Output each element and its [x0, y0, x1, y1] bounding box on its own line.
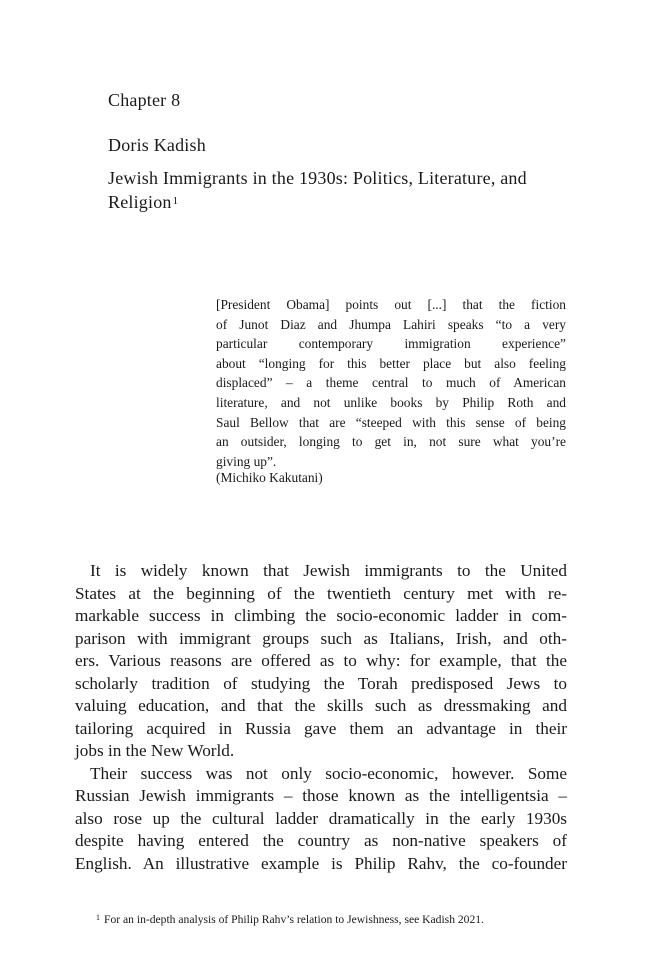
body-line: Russian Jewish immigrants – those known as the intelligentsia –	[75, 786, 567, 805]
epigraph-line: of Junot Diaz and Jhumpa Lahiri speaks “to a very	[216, 316, 566, 332]
chapter-author: Doris Kadish	[108, 135, 206, 155]
epigraph-line: [President Obama] points out [...] that the fiction	[216, 297, 566, 312]
body-line: jobs in the New World.	[75, 741, 235, 760]
chapter-title	[108, 166, 578, 214]
epigraph-line: an outsider, longing to get in, not sure what you’re	[216, 434, 566, 450]
epigraph-line: literature, and not unlike books by Philip Roth and	[216, 394, 566, 410]
epigraph-line: particular contemporary immigration experience”	[216, 336, 566, 352]
body-line: tailoring acquired in Russia gave them an advantage in their	[75, 718, 567, 738]
body-line: States at the beginning of the twentieth century met with re-	[75, 583, 567, 603]
epigraph-line: Saul Bellow that are “steeped with this sense of being	[216, 414, 566, 430]
epigraph-line: about “longing for this better place but also feeling	[216, 355, 566, 371]
epigraph-line: displaced” – a theme central to much of American	[216, 375, 566, 391]
body-line: scholarly tradition of studying the Torah predisposed Jews to	[75, 673, 567, 693]
epigraph-source: (Michiko Kakutani)	[216, 470, 323, 485]
body-line: English. An illustrative example is Philip Rahv, the co-founder	[75, 853, 567, 873]
chapter-title-text: Jewish Immigrants in the 1930s: Politics, Literature, and Religion	[108, 168, 527, 212]
epigraph-quote	[216, 295, 566, 471]
footnote	[96, 913, 570, 926]
body-line: also rose up the cultural ladder dramatically in the early 1930s	[75, 808, 567, 828]
body-line: Their success was not only socio-economic, however. Some	[90, 763, 567, 783]
body-line: markable success in climbing the socio-economic ladder in com-	[75, 606, 567, 625]
body-line: valuing education, and that the skills such as dressmaking and	[75, 696, 567, 715]
body-text	[75, 560, 567, 875]
footnote-text: For an in-depth analysis of Philip Rahv’s relation to Jewishness, see Kadish 2021.	[104, 913, 484, 926]
footnote-marker: 1	[96, 913, 100, 922]
body-line: ers. Various reasons are offered as to why: for example, that the	[75, 651, 567, 670]
title-footnote-marker: 1	[172, 195, 179, 207]
chapter-label: Chapter 8	[108, 90, 181, 110]
epigraph-line: giving up”.	[216, 453, 277, 469]
body-line: despite having entered the country as non-native speakers of	[75, 831, 567, 850]
body-line: parison with immigrant groups such as Italians, Irish, and oth-	[75, 628, 567, 648]
body-line: It is widely known that Jewish immigrants to the United	[90, 561, 567, 580]
